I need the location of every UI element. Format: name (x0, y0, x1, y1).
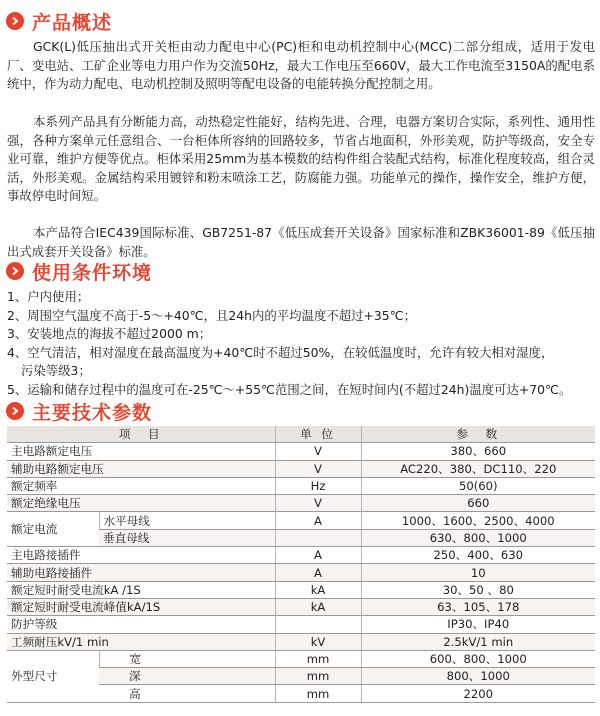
table-row: 辅助电路接插件 A 10 (7, 564, 595, 581)
table-row: 防护等级 IP30、IP40 (7, 616, 595, 633)
table-row: 辅助电路额定电压 V AC220、380、DC110、220 (7, 460, 595, 477)
section-title: 产品概述 (32, 11, 113, 34)
chevron-right-icon (6, 12, 24, 30)
overview-paragraph-1: GCK(L)低压抽出式开关柜由动力配电中心(PC)柜和电动机控制中心(MCC)二部分组成，适用于发电厂、变电站、工矿企业等电力用户作为交流50Hz，最大工作电压至660V，最大工作电流至3150A的配电系统中，作为动力配电、电动机控制及照明等配电设备的电能转换分配控制之用。 (7, 39, 595, 92)
table-row: 垂直母线 630、800、1000 (7, 529, 595, 546)
list-item: 4、空气清洁，相对湿度在最高温度为+40℃时不超过50%，在较低温度时，允许有较大相对湿度， 污染等级3； (7, 344, 554, 379)
table-row: 额定频率 Hz 50(60) (7, 477, 595, 494)
table-row: 深 mm 800、1000 (7, 668, 595, 685)
section-title: 使用条件环境 (32, 261, 153, 284)
section-header-specs (6, 398, 152, 424)
overview-paragraph-3: 本产品符合IEC439国际标准、GB7251-87《低压成套开关设备》国家标准和ZBK36001-89《低压抽出式成套开关设备》标准。 (7, 225, 595, 259)
header-value: 参 数 (361, 426, 595, 443)
section-title: 主要技术参数 (32, 401, 153, 424)
table-row: 额定短时耐受电流kA /1S kA 30、50 、80 (7, 581, 595, 598)
table-row: 外型尺寸 宽 mm 600、800、1000 (7, 650, 595, 667)
spec-table (7, 426, 595, 703)
table-row: 主电路额定电压 V 380、660 (7, 443, 595, 460)
list-item: 1、户内使用； (7, 289, 90, 304)
list-item: 2、周围空气温度不高于-5～+40℃，且24h内的平均温度不超过+35℃； (7, 307, 416, 323)
header-item: 项 目 (7, 426, 275, 443)
table-row: 额定短时耐受电流峰值kA/1S kA 63、105、178 (7, 598, 595, 615)
chevron-right-icon (6, 402, 24, 420)
chevron-right-icon (6, 262, 24, 280)
conditions-list (7, 288, 595, 400)
table-row: 高 mm 2200 (7, 685, 595, 702)
table-row: 额定绝缘电压 V 660 (7, 495, 595, 512)
header-unit: 单 位 (275, 426, 361, 443)
section-header-overview (6, 8, 112, 34)
list-item: 3、安装地点的海拔不超过2000 m； (7, 326, 212, 342)
list-item: 5、运输和储存过程中的温度可在-25℃～+55℃范围之间，在短时间内(不超过24h)温度可达+70℃。 (7, 381, 572, 397)
table-row: 额定电流 水平母线 A 1000、1600、2500、4000 (7, 512, 595, 529)
table-row: 工频耐压kV/1 min kV 2.5kV/1 min (7, 633, 595, 650)
table-header-row (7, 426, 595, 443)
section-header-conditions (6, 258, 152, 284)
table-row: 主电路接插件 A 250、400、630 (7, 547, 595, 564)
overview-paragraph-2: 本系列产品具有分断能力高，动热稳定性能好，结构先进、合理，电器方案切合实际，系列性、通用性强，各种方案单元任意组合、一台柜体所容纳的回路较多，节省占地面积，外形美观，防护等级高，安全专业可靠，维护方便等优点。柜体采用25mm为基本模数的结构件组合装配式结构，标准化程度较高，组合灵活，外形美观。金属结构采用镀锌和粉末喷涂工艺，防腐能力强。功能单元的操作，操作安全，维护方便，事故停电时间短。 (7, 114, 595, 204)
